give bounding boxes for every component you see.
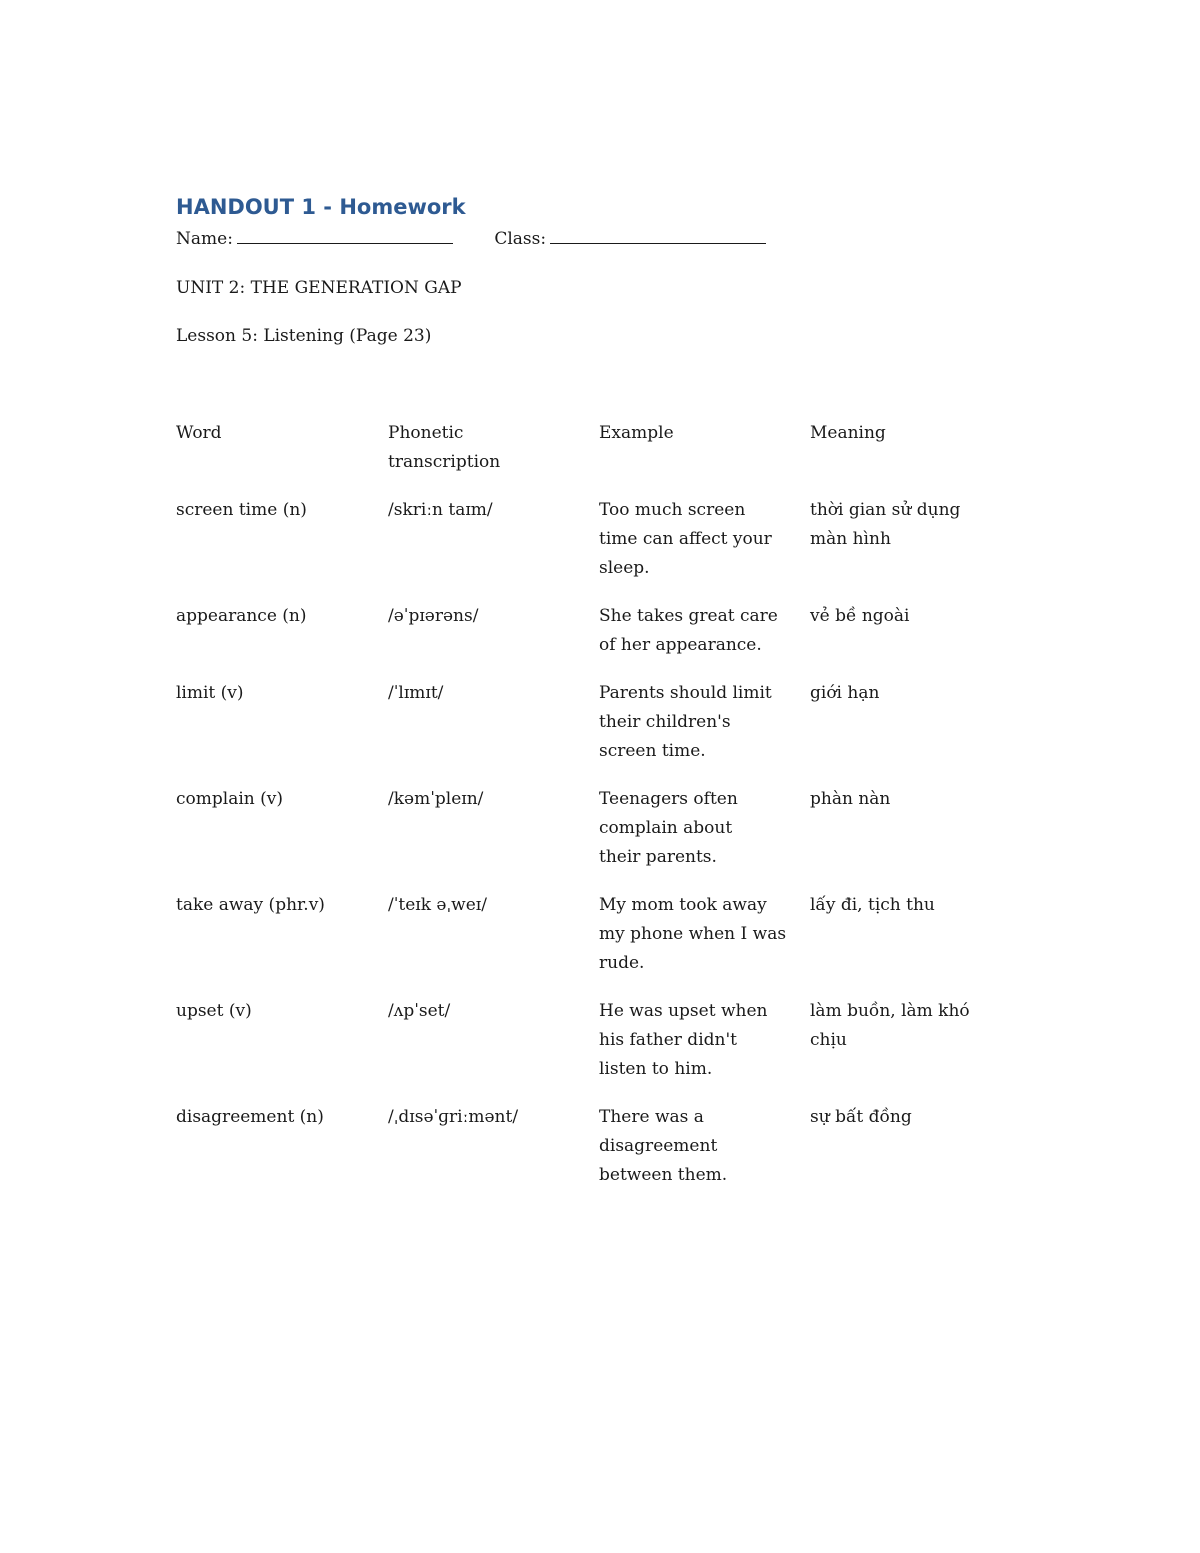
class-label: Class: [494,229,547,249]
cell-meaning-text: làm buồn, làm khó chịu [810,1001,970,1050]
vocabulary-table [176,419,998,1209]
cell-example-text: There was a disagreement between them. [599,1107,728,1185]
cell-meaning-text: vẻ bề ngoài [810,606,910,626]
cell-phonetic: /ˈlɪmɪt/ [388,683,444,703]
cell-meaning-text: giới hạn [810,683,880,703]
cell-example [599,602,810,679]
table-row [176,1103,998,1209]
cell-meaning [810,1103,998,1209]
cell-phonetic: /əˈpɪərəns/ [388,606,479,626]
cell-example [599,891,810,997]
cell-meaning [810,891,998,997]
student-fields [176,224,1036,254]
cell-word: appearance (n) [176,606,307,626]
cell-word: take away (phr.v) [176,895,325,915]
cell-example-text: Teenagers often complain about their parents. [599,789,738,867]
table-header-row [176,419,998,496]
header-meaning: Meaning [810,423,886,443]
name-label: Name: [176,229,233,249]
cell-example-text: My mom took away my phone when I was rude. [599,895,787,973]
header-example: Example [599,423,674,443]
cell-word: disagreement (n) [176,1107,324,1127]
cell-meaning [810,679,998,785]
cell-meaning-text: sự bất đồng [810,1107,912,1127]
cell-meaning [810,997,998,1103]
cell-phonetic: /skriːn taɪm/ [388,500,493,520]
header-phonetic-label: Phonetic transcription [388,423,501,472]
cell-phonetic: /ʌpˈset/ [388,1001,451,1021]
cell-example [599,679,810,785]
cell-example [599,785,810,891]
cell-meaning-text: lấy đi, tịch thu [810,895,935,915]
unit-heading: UNIT 2: THE GENERATION GAP [176,278,462,298]
cell-example [599,496,810,602]
table-row [176,997,998,1103]
cell-meaning-text: phàn nàn [810,789,891,809]
cell-phonetic: /ˌdɪsəˈɡriːmənt/ [388,1107,519,1127]
header-word: Word [176,423,222,443]
cell-word: complain (v) [176,789,283,809]
table-row [176,679,998,785]
table-row [176,496,998,602]
cell-example [599,997,810,1103]
table-row [176,602,998,679]
table-row [176,785,998,891]
cell-meaning [810,785,998,891]
cell-phonetic: /kəmˈpleɪn/ [388,789,484,809]
cell-example-text: Too much screen time can affect your sleep. [599,500,772,578]
cell-word: screen time (n) [176,500,307,520]
cell-meaning [810,602,998,679]
cell-example-text: She takes great care of her appearance. [599,606,778,655]
cell-word: limit (v) [176,683,244,703]
header-phonetic [388,419,599,496]
cell-meaning [810,496,998,602]
handout-page [176,190,1036,1209]
handout-title: HANDOUT 1 - Homework [176,195,466,219]
name-blank[interactable] [237,225,453,244]
cell-phonetic: /ˈteɪk əˌweɪ/ [388,895,487,915]
cell-example-text: Parents should limit their children's screen time. [599,683,772,761]
class-blank[interactable] [550,225,766,244]
cell-example-text: He was upset when his father didn't listen to him. [599,1001,768,1079]
table-row [176,891,998,997]
cell-meaning-text: thời gian sử dụng màn hình [810,500,961,549]
cell-word: upset (v) [176,1001,252,1021]
cell-example [599,1103,810,1209]
lesson-heading: Lesson 5: Listening (Page 23) [176,326,432,346]
